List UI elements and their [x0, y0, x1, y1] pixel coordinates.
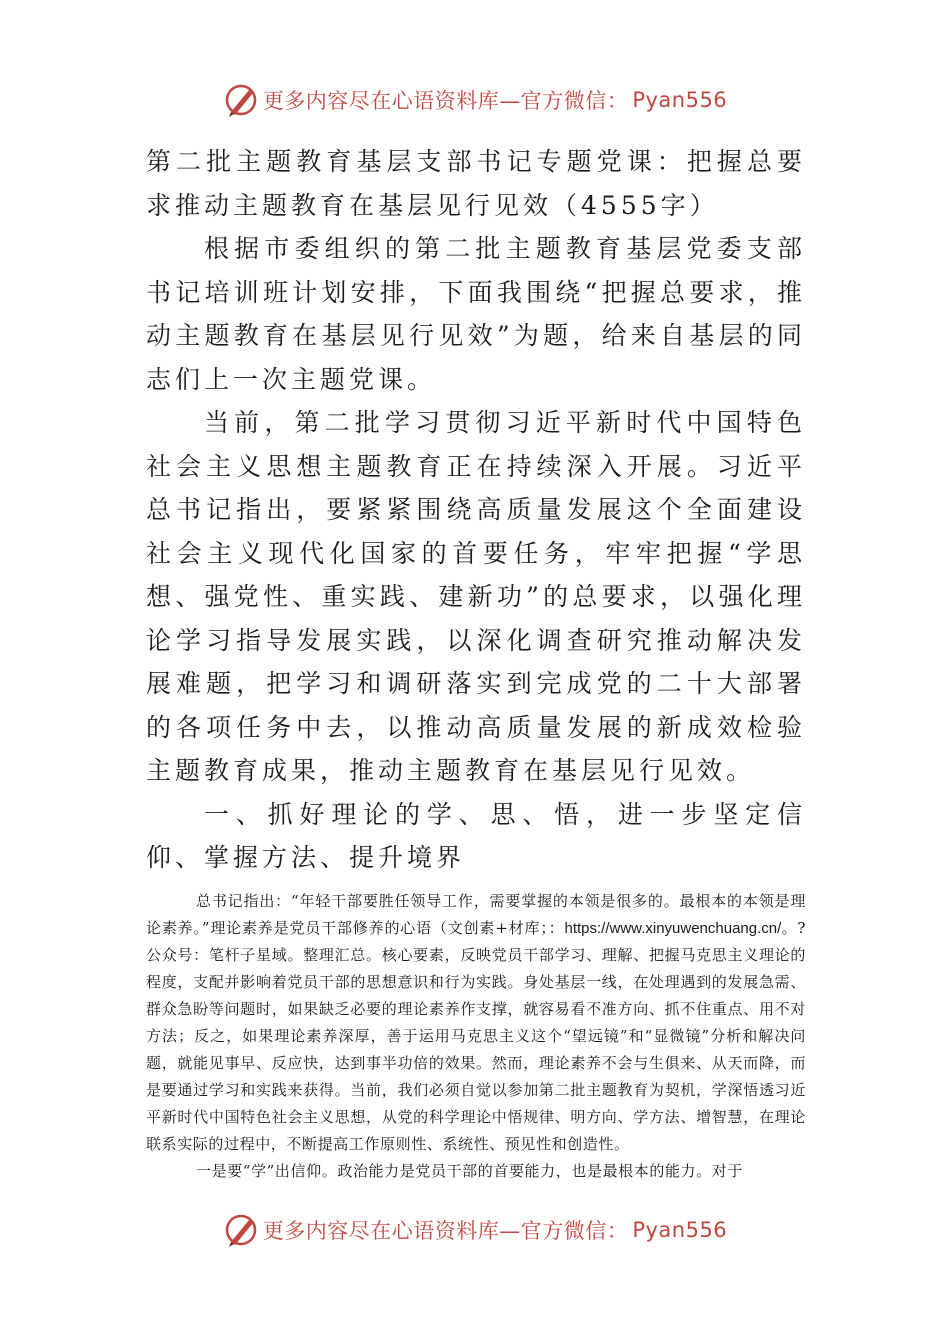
paragraph-context: 当前，第二批学习贯彻习近平新时代中国特色社会主义思想主题教育正在持续深入开展。习近平总书记指出，要紧紧围绕高质量发展这个全面建设社会主义现代化国家的首要任务，牢牢把握“学思想、强党性、重实践、建新功”的总要求，以强化理论学习指导发展实践，以深化调查研究推动解决发展难题，把学习和调研落实到完成党的二十大部署的各项任务中去，以推动高质量发展的新成效检验主题教育成果，推动主题教育在基层见行见效。 [146, 408, 806, 785]
banner-text: 更多内容尽在心语资料库—官方微信： [262, 1219, 629, 1243]
header-watermark-banner [0, 80, 950, 120]
paragraph-theory-part1: 总书记指出：“年轻干部要胜任领导工作，需要掌握的本领是很多的。最根本的本领是理论素养。”理论素养是党员干部修养的心语（文创素+材库；： [146, 891, 806, 937]
pen-logo-icon [223, 82, 259, 118]
paragraph-theory-part2: 。?公众号：笔杆子星域。整理汇总。核心要素，反映党员干部学习、理解、把握马克思主义理论的程度，支配并影响着党员干部的思想意识和行为实践。身处基层一线，在处理遇到的发展急需、群众急盼等问题时，如果缺乏必要的理论素养作支撑，就容易看不准方向、抓不住重点、用不对方法；反之，如果理论素养深厚，善于运用马克思主义这个“望远镜”和“显微镜”分析和解决问题，就能见事早、反应快，达到事半功倍的效果。然而，理论素养不会与生俱来、从天而降，而是要通过学习和实践来获得。当前，我们必须自觉以参加第二批主题教育为契机，学深悟透习近平新时代中国特色社会主义思想，从党的科学理论中悟规律、明方向、学方法、增智慧，在理论联系实际的过程中，不断提高工作原则性、系统性、预见性和创造性。 [146, 918, 806, 1153]
pen-logo-icon [223, 1212, 259, 1248]
footer-watermark-banner [0, 1210, 950, 1250]
source-url: https://www.xinyuwenchuang.cn/ [564, 919, 782, 937]
paragraph-intro: 根据市委组织的第二批主题教育基层党委支部书记培训班计划安排，下面我围绕“把握总要求，推动主题教育在基层见行见效”为题，给来自基层的同志们上一次主题党课。 [146, 234, 806, 394]
section-heading-1: 一、抓好理论的学、思、悟，进一步坚定信仰、掌握方法、提升境界 [146, 799, 806, 872]
banner-wechat-id: Pyan556 [632, 88, 728, 112]
document-title: 第二批主题教育基层支部书记专题党课：把握总要求推动主题教育在基层见行见效（4555字） [146, 147, 806, 220]
paragraph-faith-start: 一是要“学”出信仰。政治能力是党员干部的首要能力，也是最根本的能力。对于 [196, 1161, 743, 1180]
paragraph-theory [146, 888, 806, 1158]
document-body [146, 140, 806, 1185]
banner-text: 更多内容尽在心语资料库—官方微信： [262, 89, 629, 113]
banner-wechat-id: Pyan556 [632, 1218, 728, 1242]
